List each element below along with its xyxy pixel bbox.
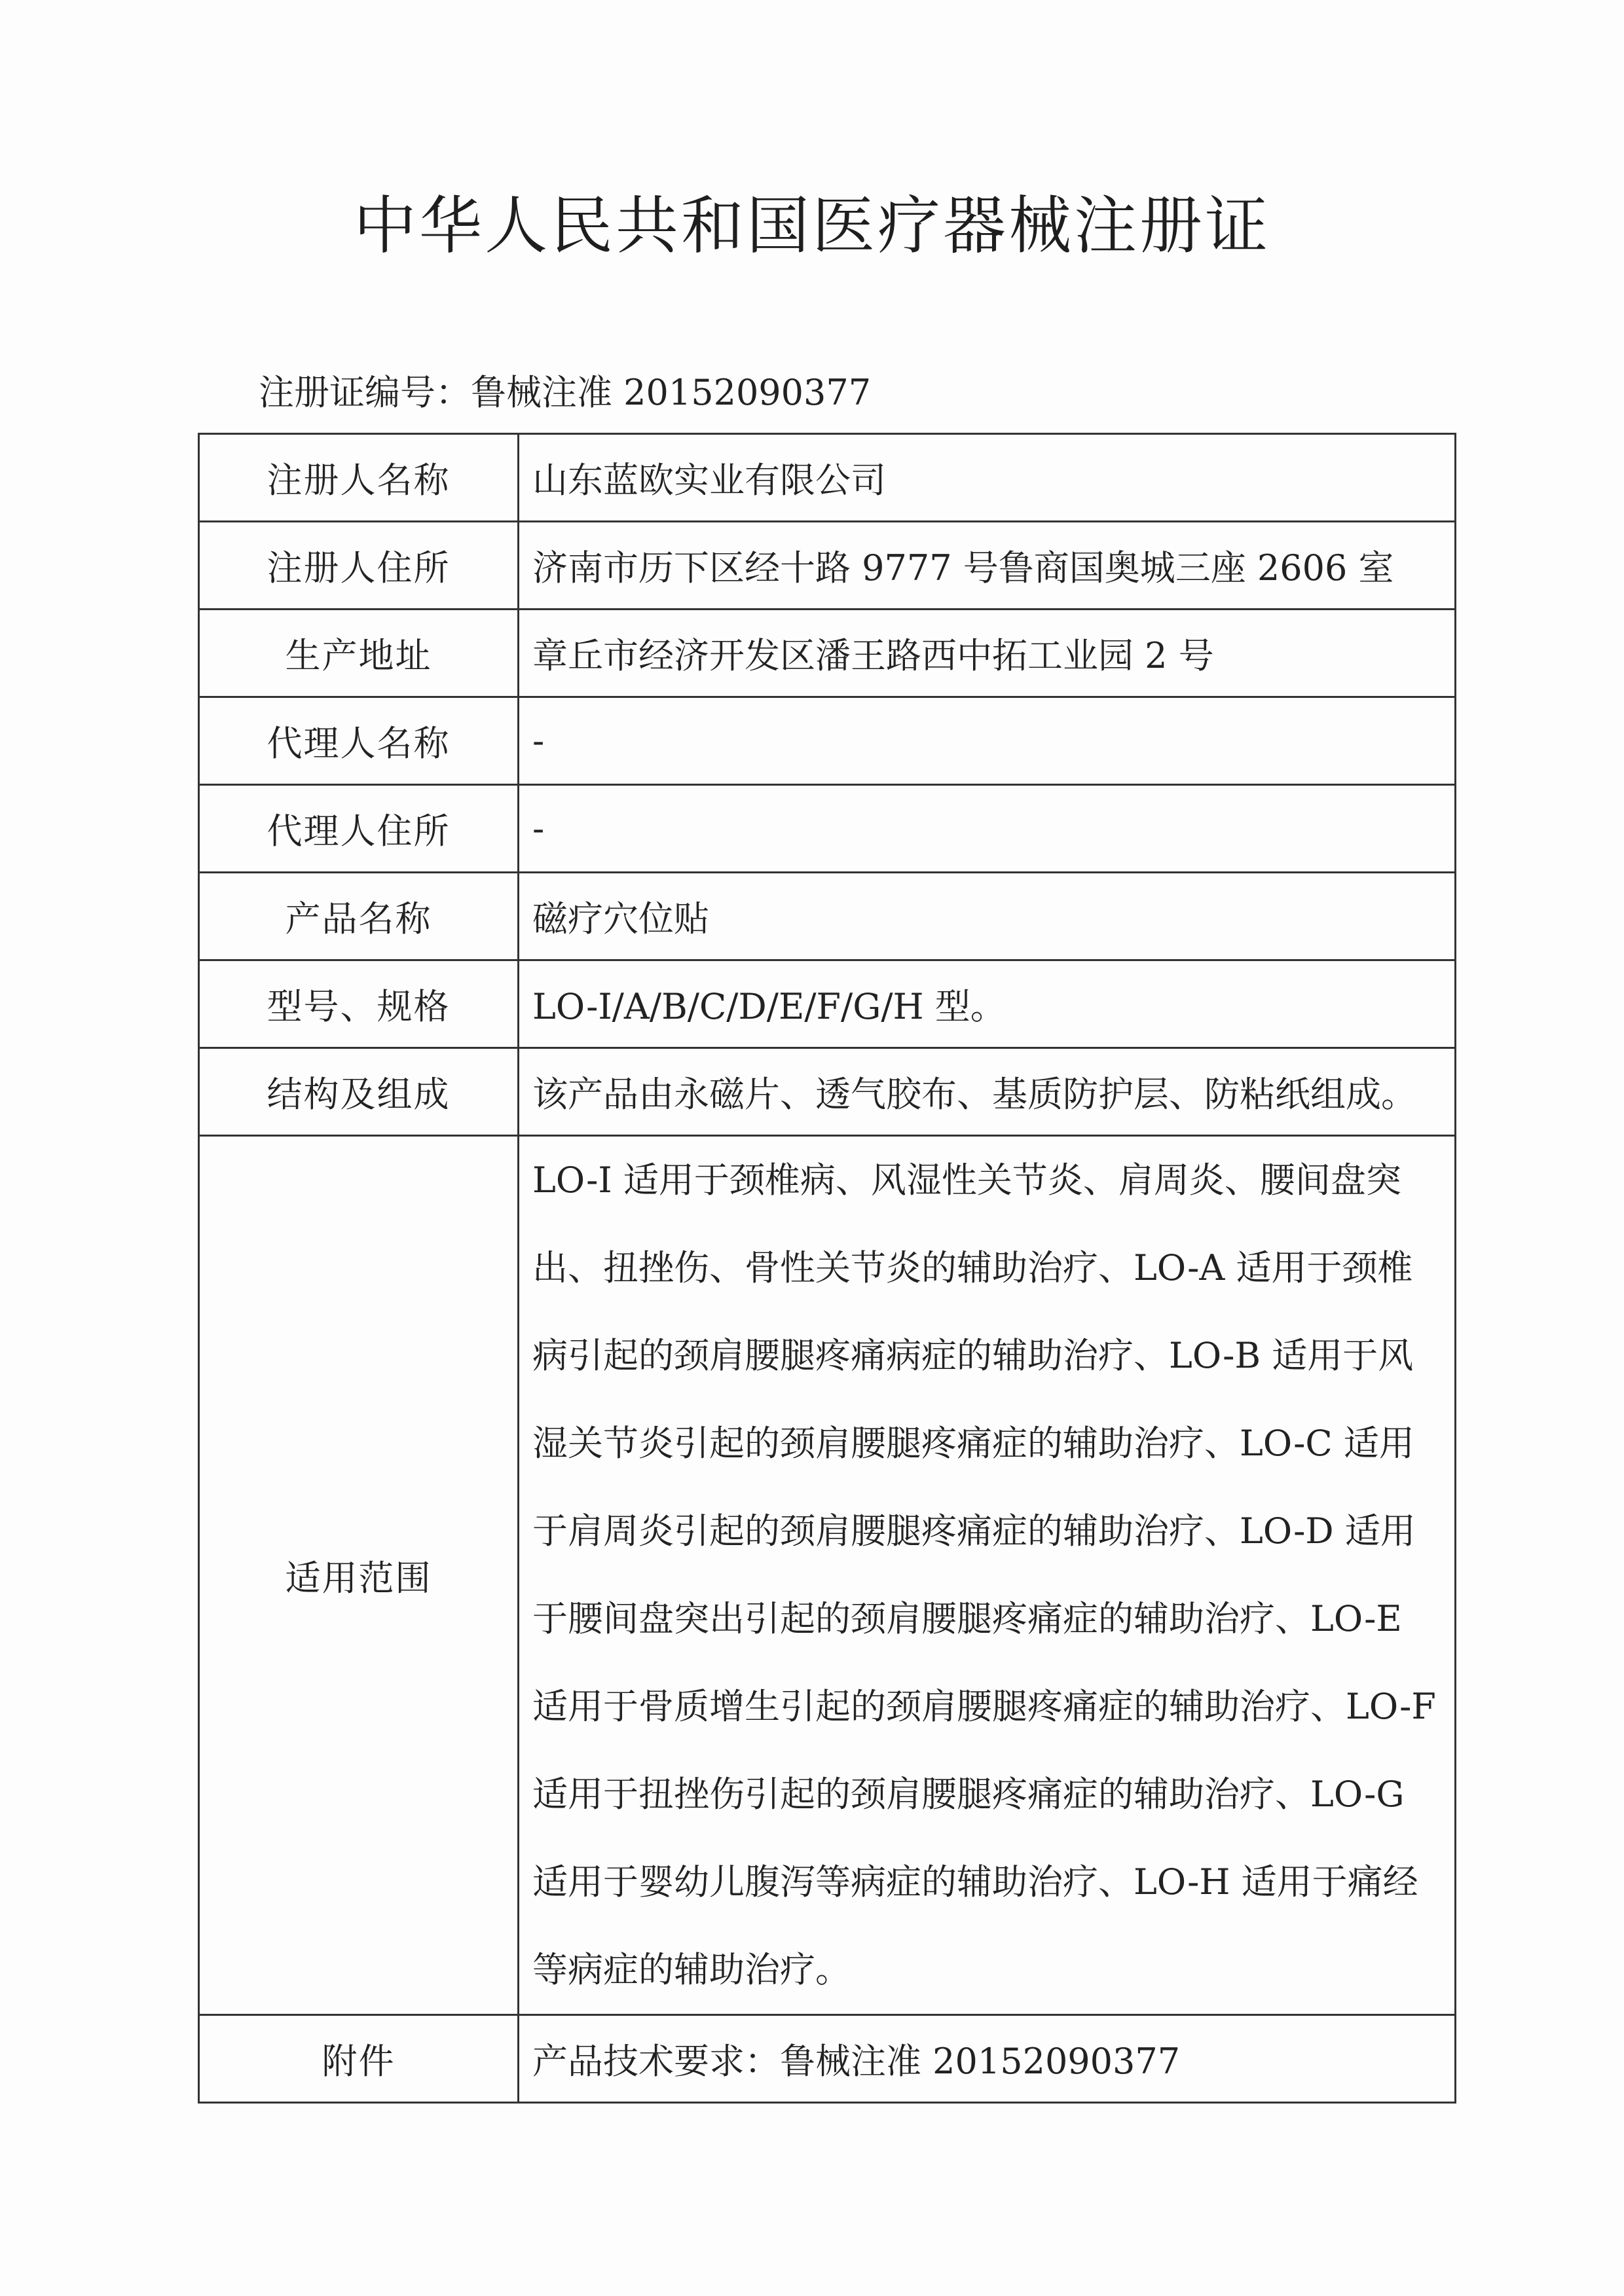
registration-number: 注册证编号：鲁械注准 20152090377: [259, 372, 872, 413]
registrant-name-value: 山东蓝欧实业有限公司: [519, 434, 1456, 522]
registrant-address-value: 济南市历下区经十路 9777 号鲁商国奥城三座 2606 室: [519, 522, 1456, 610]
model-spec-value: LO-I/A/B/C/D/E/F/G/H 型。: [519, 960, 1456, 1048]
table-row: [199, 434, 1456, 522]
agent-name-label: 代理人名称: [199, 697, 519, 785]
document-title: 中华人民共和国医疗器械注册证: [354, 189, 1270, 263]
scope-label: 适用范围: [199, 1136, 519, 2015]
table-row: [199, 610, 1456, 697]
table-row: [199, 873, 1456, 960]
production-address-value: 章丘市经济开发区潘王路西中拓工业园 2 号: [519, 610, 1456, 697]
attachment-label: 附件: [199, 2015, 519, 2103]
agent-name-value: -: [519, 697, 1456, 785]
table-row: [199, 522, 1456, 610]
product-name-value: 磁疗穴位贴: [519, 873, 1456, 960]
production-address-label: 生产地址: [199, 610, 519, 697]
attachment-value: 产品技术要求：鲁械注准 20152090377: [519, 2015, 1456, 2103]
table-row: [199, 2015, 1456, 2103]
agent-address-label: 代理人住所: [199, 785, 519, 873]
table-row: [199, 697, 1456, 785]
table-row: [199, 1136, 1456, 2015]
structure-value: 该产品由永磁片、透气胶布、基质防护层、防粘纸组成。: [519, 1048, 1456, 1136]
agent-address-value: -: [519, 785, 1456, 873]
scope-value: LO-I 适用于颈椎病、风湿性关节炎、肩周炎、腰间盘突出、扭挫伤、骨性关节炎的辅助治疗、LO-A 适用于颈椎病引起的颈肩腰腿疼痛病症的辅助治疗、LO-B 适用于风湿关节炎引起的颈肩腰腿疼痛症的辅助治疗、LO-C 适用于肩周炎引起的颈肩腰腿疼痛症的辅助治疗、LO-D 适用于腰间盘突出引起的颈肩腰腿疼痛症的辅助治疗、LO-E 适用于骨质增生引起的颈肩腰腿疼痛症的辅助治疗、LO-F 适用于扭挫伤引起的颈肩腰腿疼痛症的辅助治疗、LO-G 适用于婴幼儿腹泻等病症的辅助治疗、LO-H 适用于痛经等病症的辅助治疗。: [519, 1136, 1456, 2015]
table-row: [199, 960, 1456, 1048]
registrant-address-label: 注册人住所: [199, 522, 519, 610]
table-row: [199, 785, 1456, 873]
table-row: [199, 1048, 1456, 1136]
model-spec-label: 型号、规格: [199, 960, 519, 1048]
registrant-name-label: 注册人名称: [199, 434, 519, 522]
structure-label: 结构及组成: [199, 1048, 519, 1136]
certificate-table: [198, 433, 1456, 2104]
product-name-label: 产品名称: [199, 873, 519, 960]
